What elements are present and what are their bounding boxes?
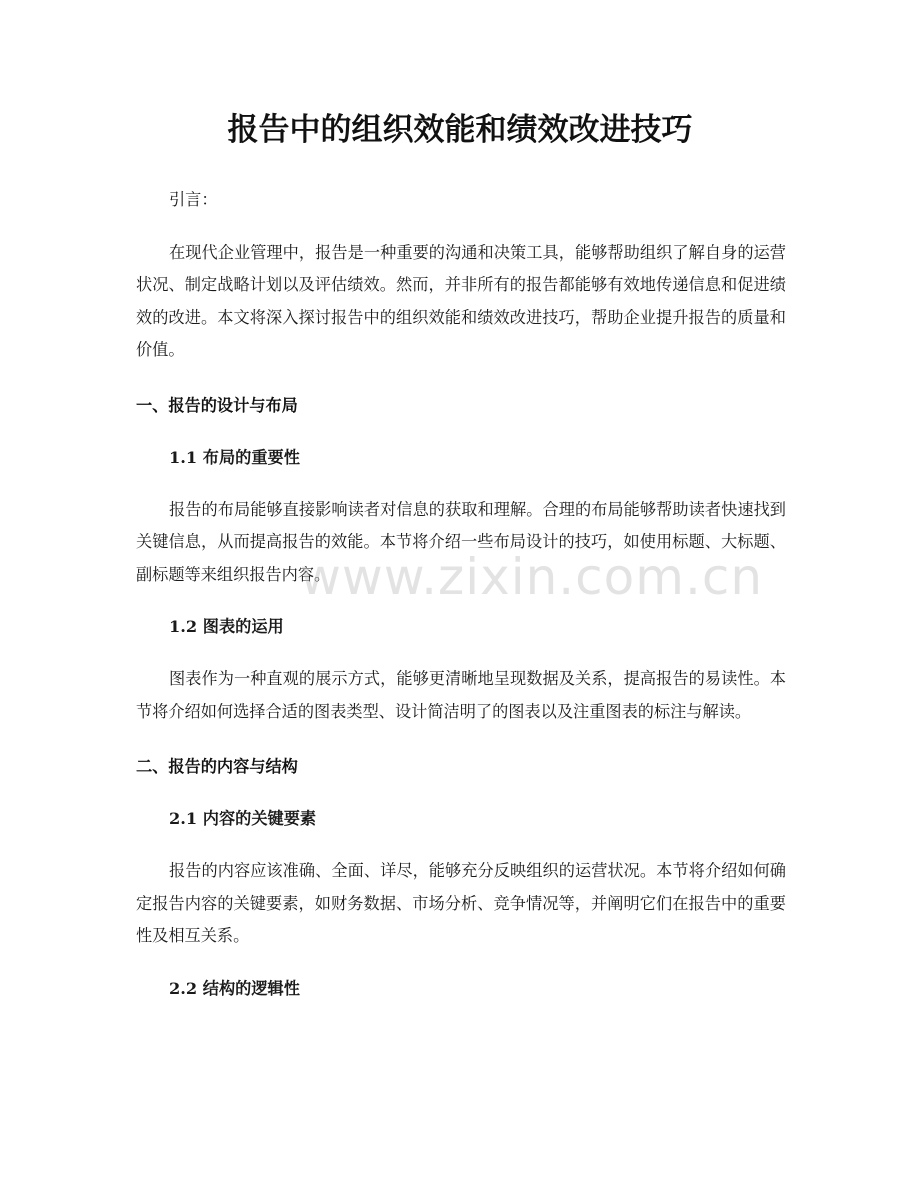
section-heading-2: 二、报告的内容与结构 (136, 757, 298, 776)
subsection-paragraph-1-1: 报告的布局能够直接影响读者对信息的获取和理解。合理的布局能够帮助读者快速找到关键信息，从而提高报告的效能。本节将介绍一些布局设计的技巧，如使用标题、大标题、副标题等来组织报告内容。 (136, 499, 786, 584)
intro-label: 引言： (169, 190, 218, 209)
subsection-paragraph-2-1: 报告的内容应该准确、全面、详尽，能够充分反映组织的运营状况。本节将介绍如何确定报告内容的关键要素，如财务数据、市场分析、竞争情况等，并阐明它们在报告中的重要性及相互关系。 (136, 861, 786, 945)
subsection-paragraph-1-2: 图表作为一种直观的展示方式，能够更清晰地呈现数据及关系，提高报告的易读性。本节将介绍如何选择合适的图表类型、设计简洁明了的图表以及注重图表的标注与解读。 (136, 669, 786, 721)
subsection-heading-1-1: 1.1 布局的重要性 (169, 447, 300, 467)
document-body (136, 184, 786, 1005)
subsection-heading-1-2: 1.2 图表的运用 (169, 617, 284, 636)
subsection-heading-2-1: 2.1 内容的关键要素 (169, 809, 317, 828)
section-heading-1: 一、报告的设计与布局 (136, 395, 298, 415)
subsection-heading-2-2: 2.2 结构的逻辑性 (169, 978, 300, 998)
watermark-text: www.zixin.com.cn (300, 548, 764, 606)
document-title: 报告中的组织效能和绩效改进技巧 (227, 112, 693, 148)
intro-paragraph: 在现代企业管理中，报告是一种重要的沟通和决策工具，能够帮助组织了解自身的运营状况、制定战略计划以及评估绩效。然而，并非所有的报告都能够有效地传递信息和促进绩效的改进。本文将深入探讨报告中的组织效能和绩效改进技巧，帮助企业提升报告的质量和价值。 (136, 242, 786, 359)
